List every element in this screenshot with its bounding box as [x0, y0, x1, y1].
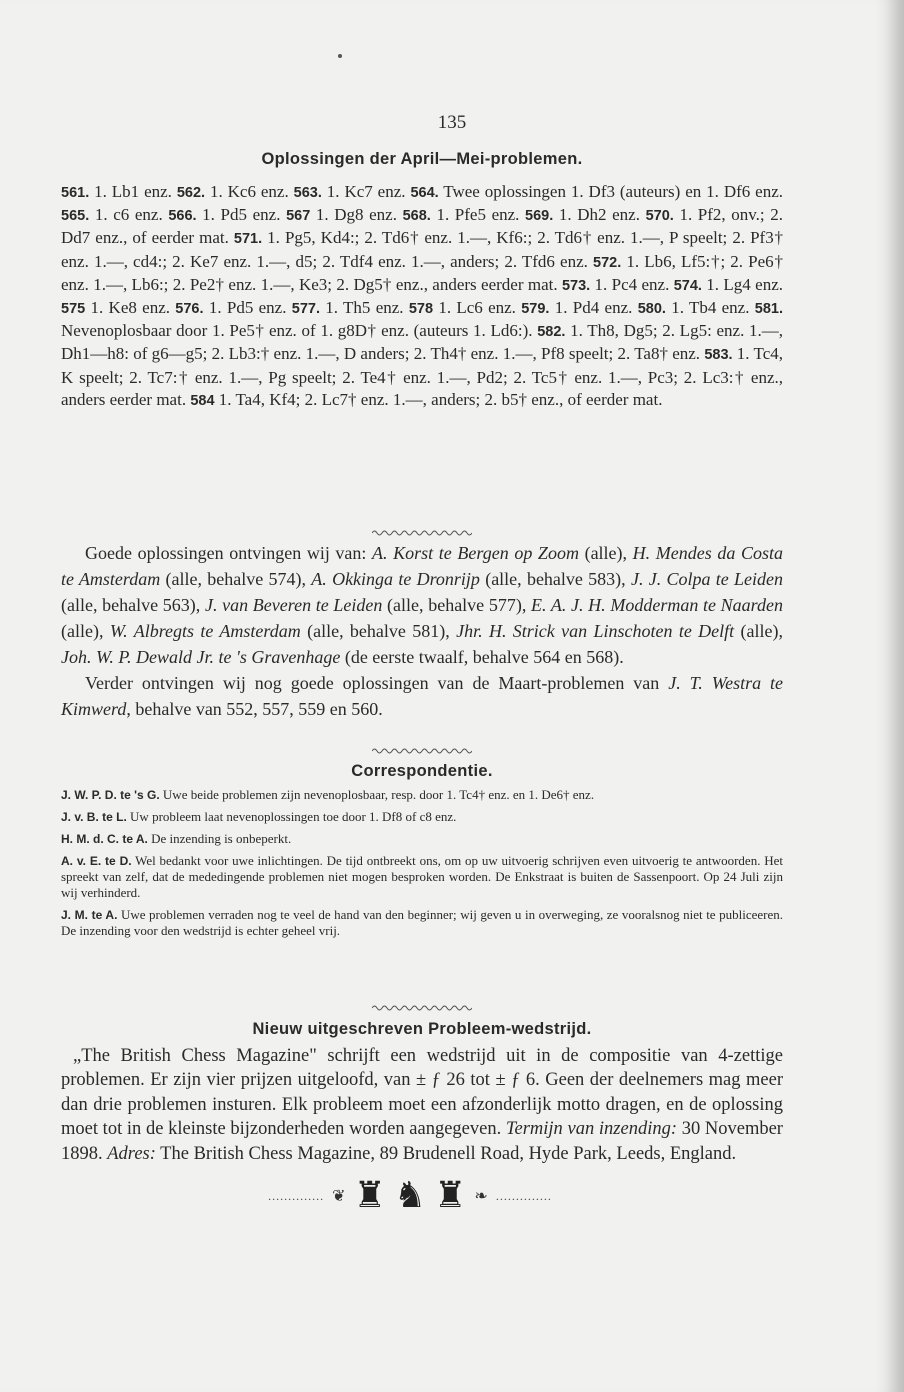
problem-number: 578 — [408, 301, 434, 318]
solver-name: E. A. J. H. Modderman te Naarden — [531, 595, 784, 615]
wavy-divider — [372, 528, 472, 538]
flourish-icon: ❦ — [332, 1188, 346, 1205]
problem-number: 563. — [293, 185, 322, 201]
text-run: Goede oplossingen ontvingen wij van: — [85, 543, 373, 563]
new-competition-heading: Nieuw uitgeschreven Probleem-wedstrijd. — [252, 1020, 592, 1038]
received-paragraph-2 — [61, 670, 783, 722]
solution-text: 1. Kc7 enz. — [321, 182, 411, 201]
correspondence-entry — [61, 787, 783, 803]
solver-name: W. Albregts te Amsterdam — [109, 621, 301, 641]
solution-text: 1. Pd5 enz. — [203, 298, 292, 318]
correspondence-list — [61, 787, 783, 945]
new-competition-text — [61, 1044, 783, 1166]
knight-icon: ♞ — [393, 1175, 427, 1216]
problem-number: 572. — [593, 254, 622, 271]
problem-number: 575 — [61, 301, 86, 318]
ornament-dots-left: .............. — [268, 1188, 325, 1203]
correspondence-text: Wel bedankt voor uwe inlichtingen. De tijd ontbreekt ons, om op uw uitvoerig schrijven even uitvoerig te antwoorden. Het spreekt van zelf, dat de mededingende problemen niet mogen besproken worden. De Enkstraat is buiten de Sassenpoort. Op 24 Juli zijn wij verhinderd. — [61, 853, 784, 900]
wavy-divider — [372, 1003, 472, 1013]
problem-number: 584 — [190, 392, 215, 409]
solver-name: J. van Beveren te Leiden — [204, 595, 383, 615]
ornament-dots-right: .............. — [495, 1188, 552, 1203]
text-run: (alle), — [734, 621, 784, 641]
problem-number: 573. — [561, 277, 591, 294]
text-run: (alle, behalve 577), — [382, 595, 532, 615]
correspondence-text: Uwe beide problemen zijn nevenoplosbaar, resp. door 1. Tc4† enz. en 1. De6† enz. — [159, 787, 595, 802]
correspondent-initials: J. v. B. te L. — [61, 810, 127, 824]
correspondence-text: De inzending is onbeperkt. — [147, 831, 292, 846]
solver-name: A. Korst te Bergen op Zoom — [372, 543, 579, 563]
solver-name: A. Okkinga te Dronrijp — [311, 569, 480, 589]
correspondence-text: Uwe problemen verraden nog te veel de hand van den beginner; wij geven u in overweging, ze vooralsnog niet te publiceeren. De inzending voor den wedstrijd is echter geheel vrij. — [61, 907, 783, 938]
text-run: (de eerste twaalf, behalve 564 en 568). — [340, 647, 624, 667]
solver-name: J. T. Westra te Kimwerd — [61, 673, 784, 719]
received-solutions — [61, 540, 783, 722]
problem-number: 577. — [291, 301, 320, 318]
correspondence-entry — [61, 907, 783, 939]
solution-text: Nevenoplosbaar door 1. Pe5† enz. of 1. g8D† enz. (auteurs 1. Ld6:). — [61, 321, 538, 341]
problem-number: 574. — [673, 277, 702, 294]
solution-text: 1. Lb1 enz. — [89, 182, 177, 201]
solution-text: 1. Tc4, K speelt; 2. Tc7:† enz. 1.—, Pg speelt; 2. Te4† enz. 1.—, Pd2; 2. Tc5† enz. 1.—, Pc3; 2. Lc3:† enz., anders eerder mat. — [61, 344, 783, 409]
solution-text: 1. Th8, Dg5; 2. Lg5: enz. 1.—, Dh1—h8: of g6—g5; 2. Lb3:† enz. 1.—, D anders; 2. Th4† enz. 1.—, Pf8 speelt; 2. Ta8† enz. — [61, 321, 783, 364]
correspondent-initials: H. M. d. C. te A. — [61, 832, 148, 846]
problem-number: 569. — [525, 208, 554, 225]
solution-text: 1. Tb4 enz. — [665, 298, 755, 318]
solution-text: 1. Dh2 enz. — [553, 205, 646, 225]
rook-icon: ♜ — [434, 1175, 467, 1216]
solution-text: 1. Pd4 enz. — [549, 298, 638, 318]
text-run: The British Chess Magazine, 89 Brudenell Road, Hyde Park, Leeds, England. — [155, 1143, 737, 1164]
text-run: (alle, behalve 563), — [61, 595, 205, 615]
rook-icon: ♜ — [353, 1175, 386, 1216]
correspondence-entry — [61, 853, 783, 901]
solver-name: Joh. W. P. Dewald Jr. te 's Gravenhage — [61, 647, 341, 667]
wavy-divider — [372, 746, 472, 756]
problem-number: 566. — [168, 208, 197, 225]
problem-number: 583. — [704, 347, 733, 364]
flourish-icon: ❧ — [474, 1188, 488, 1205]
text-run: (alle, behalve 581), — [300, 621, 457, 641]
problem-number: 576. — [175, 301, 204, 318]
correspondence-heading: Correspondentie. — [351, 762, 493, 780]
solution-text: 1. Lc6 enz. — [433, 298, 522, 318]
solution-text: 1. Dg8 enz. — [310, 205, 403, 225]
solution-text: 1. Pc4 enz. — [590, 274, 674, 294]
solution-text: 1. Pg5, Kd4:; 2. Td6† enz. 1.—, Kf6:; 2. Td6† enz. 1.—, P speelt; 2. Pf3† enz. 1.—, cd4:; 2. Ke7 enz. 1.—, d5; 2. Tdf4 enz. 1.—, anders; 2. Tfd6 enz. — [61, 228, 783, 271]
solution-text: 1. Pfe5 enz. — [430, 205, 526, 225]
solution-text: 1. Kc6 enz. — [205, 182, 294, 201]
problem-number: 579. — [521, 301, 550, 318]
problem-number: 562. — [176, 185, 206, 201]
correspondence-text: Uw probleem laat nevenoplossingen toe door 1. Df8 of c8 enz. — [126, 809, 457, 824]
text-run: (alle, behalve 583), — [479, 569, 631, 589]
problem-number: 564. — [410, 185, 439, 201]
solver-name: Termijn van inzending: — [505, 1119, 677, 1140]
solver-name: J. J. Colpa te Leiden — [630, 569, 784, 589]
problem-number: 571. — [233, 231, 263, 248]
problem-number: 582. — [537, 324, 566, 341]
problem-number: 568. — [402, 208, 431, 225]
page-number: 135 — [437, 112, 467, 133]
text-run: Verder ontvingen wij nog goede oplossingen van de Maart-problemen van — [85, 673, 669, 693]
solution-text: Twee oplossingen 1. Df3 (auteurs) en 1. Df6 enz. — [438, 182, 784, 201]
solver-name: H. Mendes da Costa te Amsterdam — [61, 543, 783, 589]
solution-text: 1. Lb6, Lf5:†; 2. Pe6† enz. 1.—, Lb6:; 2. Pe2† enz. 1.—, Ke3; 2. Dg5† enz., anders eerder mat. — [61, 251, 783, 294]
text-run: „The British Chess Magazine" schrijft een wedstrijd uit in de compositie van 4-zettige problemen. Er zijn vier prijzen uitgeloofd, van ± ƒ 26 tot ± ƒ 6. Geen der deelnemers mag meer dan drie problemen insturen. Elk probleem moet een afzonderlijk motto dragen, en de oplossing moet tot in de kleinste bijzonderheden worden aangegeven. — [61, 1046, 783, 1140]
received-paragraph-1 — [61, 540, 783, 670]
problem-number: 580. — [637, 301, 666, 318]
solution-text: 1. Ta4, Kf4; 2. Lc7† enz. 1.—, anders; 2. b5† enz., of eerder mat. — [214, 389, 663, 409]
text-run: 30 November 1898. — [61, 1119, 783, 1164]
solution-text: 1. Lg4 enz. — [701, 274, 784, 294]
correspondent-initials: A. v. E. te D. — [61, 854, 132, 868]
correspondence-entry — [61, 809, 783, 825]
solver-name: Adres: — [107, 1143, 156, 1164]
solution-text: 1. c6 enz. — [89, 205, 169, 225]
text-run: (alle), — [578, 543, 633, 563]
correspondence-entry — [61, 831, 783, 847]
print-speck — [338, 54, 342, 58]
problem-number: 561. — [61, 185, 90, 201]
problem-number: 567 — [286, 208, 311, 225]
solution-text: 1. Pf2, onv.; 2. Dd7 enz., of eerder mat. — [61, 205, 784, 248]
text-run: , behalve van 552, 557, 559 en 560. — [126, 699, 383, 719]
correspondent-initials: J. M. te A. — [61, 908, 118, 922]
text-run: (alle), — [61, 621, 110, 641]
text-run: (alle, behalve 574), — [160, 569, 312, 589]
solver-name: Jhr. H. Strick van Linschoten te Delft — [456, 621, 735, 641]
solution-text: 1. Pd5 enz. — [196, 205, 287, 225]
solutions-heading: Oplossingen der April—Mei-problemen. — [261, 150, 583, 168]
correspondent-initials: J. W. P. D. te 's G. — [61, 788, 160, 802]
solution-text: 1. Ke8 enz. — [85, 298, 176, 318]
problem-number: 565. — [61, 208, 90, 225]
problem-number: 570. — [645, 208, 674, 225]
solution-text: 1. Th5 enz. — [319, 298, 409, 318]
solutions-paragraph — [61, 181, 783, 412]
chess-ornament — [250, 1176, 570, 1216]
problem-number: 581. — [754, 301, 783, 318]
new-competition-paragraph — [61, 1044, 783, 1166]
